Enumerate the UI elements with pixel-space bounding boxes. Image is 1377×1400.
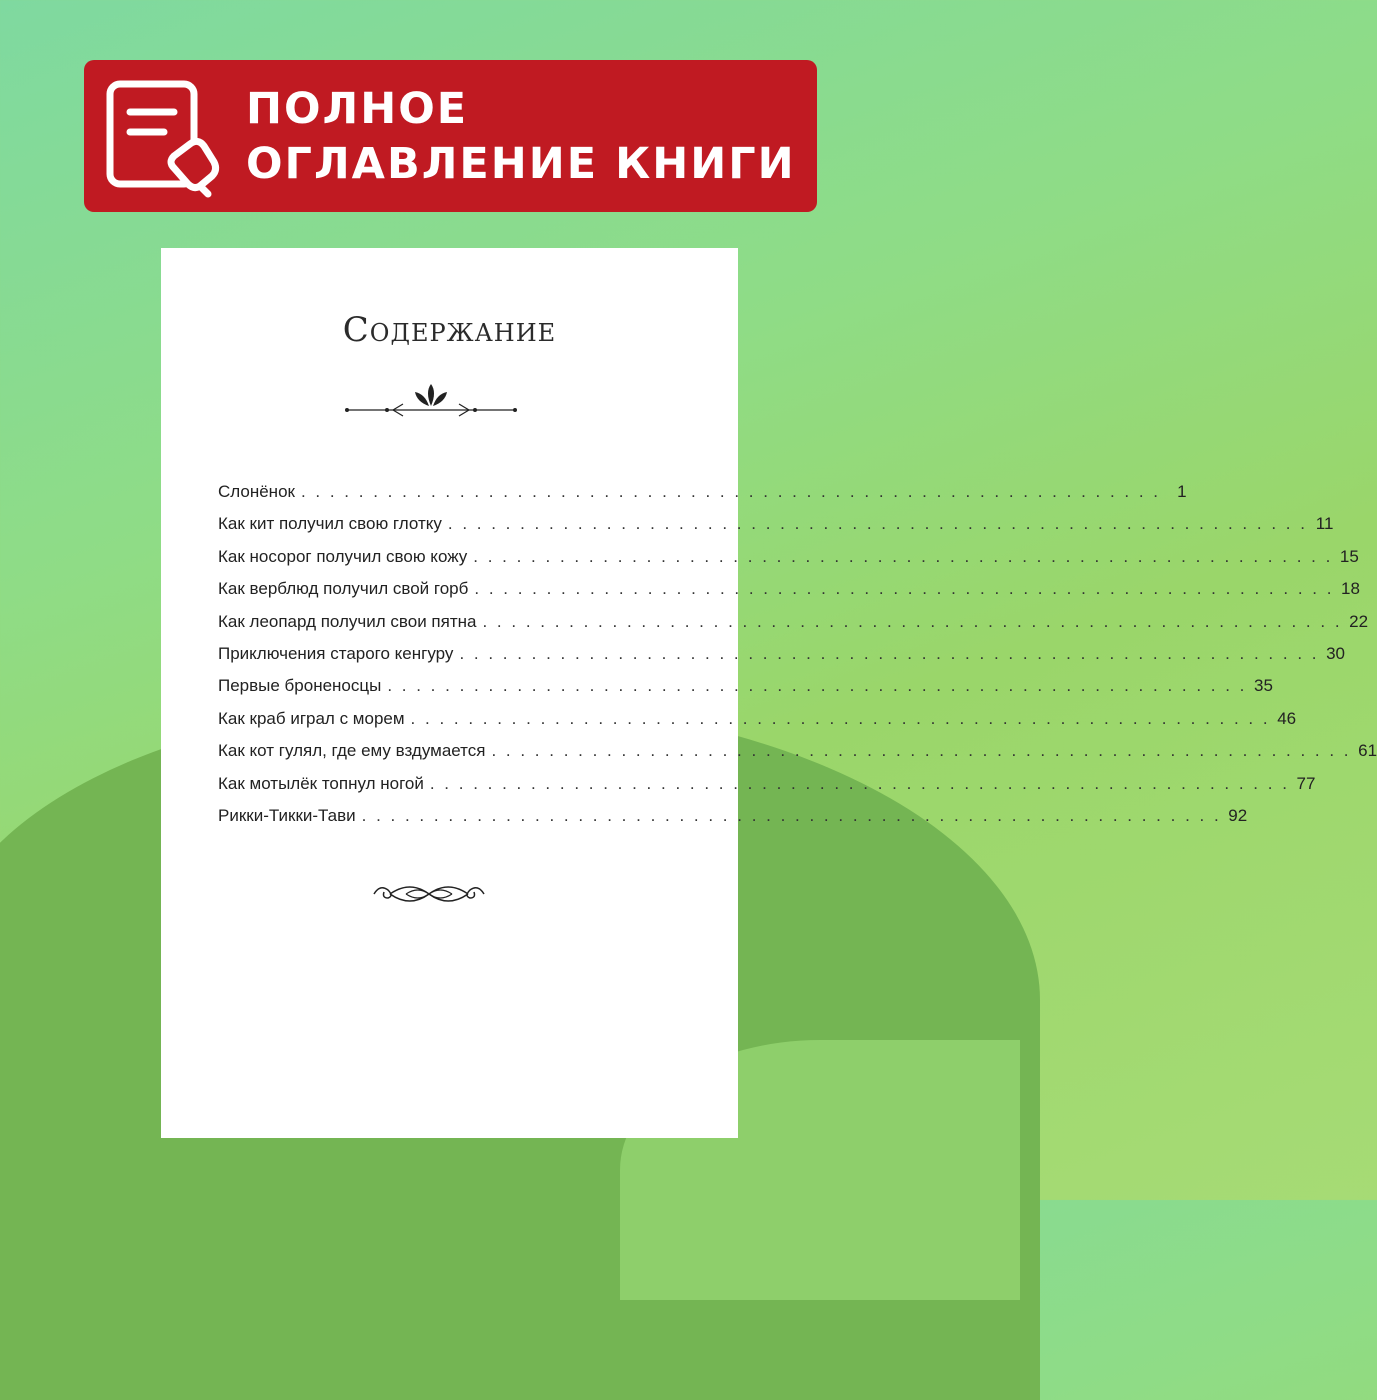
toc-entry-title: Как леопард получил свои пятна [218,611,477,631]
toc-leader-dots: . . . . . . . . . . . . . . . . . . . . . . . . . . . . . . . . . . . . . . . . . . . . . . . . . . . . . . . . . . . . [429,773,1290,793]
toc-entry-page: 18 [1341,579,1360,599]
toc-leader-dots: . . . . . . . . . . . . . . . . . . . . . . . . . . . . . . . . . . . . . . . . . . . . . . . . . . . . . . . . . . . . [482,611,1343,631]
banner-line-2: ОГЛАВЛЕНИЕ КНИГИ [246,139,796,189]
toc-entry-page: 46 [1277,708,1297,728]
toc-entry [218,514,1334,546]
toc-entry [218,741,1377,773]
toc-entry-page: 22 [1349,611,1369,631]
toc-entry [218,482,1187,514]
toc-entry [218,643,1345,676]
toc-entry-title: Первые броненосцы [218,676,382,696]
decorative-flourish-icon [366,874,492,914]
toc-entry-page: 11 [1315,514,1334,534]
toc-leader-dots: . . . . . . . . . . . . . . . . . . . . . . . . . . . . . . . . . . . . . . . . . . . . . . . . . . . . . . . . . . . . [300,482,1161,501]
toc-entry-title: Слонёнок [218,482,295,501]
toc-leader-dots: . . . . . . . . . . . . . . . . . . . . . . . . . . . . . . . . . . . . . . . . . . . . . . . . . . . . . . . . . . . . [491,741,1352,761]
toc-entry-page: 15 [1339,546,1359,566]
toc-entry-page: 35 [1253,676,1273,696]
document-hand-icon [104,78,222,196]
toc-entry-title: Как кот гулял, где ему вздумается [218,741,486,761]
toc-leader-dots: . . . . . . . . . . . . . . . . . . . . . . . . . . . . . . . . . . . . . . . . . . . . . . . . . . . . . . . . . . . . [387,676,1247,696]
toc-entry [218,676,1273,708]
toc-entry-title: Как краб играл с морем [218,708,405,728]
toc-entry-title: Как кит получил свою глотку [218,514,442,534]
toc-entry [218,579,1360,611]
toc-entry-title: Как мотылёк топнул ногой [218,773,424,793]
toc-leader-dots: . . . . . . . . . . . . . . . . . . . . . . . . . . . . . . . . . . . . . . . . . . . . . . . . . . . . . . . . . . . . [474,579,1334,599]
toc-leader-dots: . . . . . . . . . . . . . . . . . . . . . . . . . . . . . . . . . . . . . . . . . . . . . . . . . . . . . . . . . . . . [361,805,1222,825]
toc-leader-dots: . . . . . . . . . . . . . . . . . . . . . . . . . . . . . . . . . . . . . . . . . . . . . . . . . . . . . . . . . . . . [410,708,1271,728]
toc-entry-title: Как носорог получил свою кожу [218,546,468,566]
page-title: Содержание [342,310,557,350]
table-of-contents [218,482,1377,838]
toc-entry-page: 61 [1358,741,1377,761]
toc-entry [218,708,1297,741]
promo-banner [84,60,817,212]
toc-leader-dots: . . . . . . . . . . . . . . . . . . . . . . . . . . . . . . . . . . . . . . . . . . . . . . . . . . . . . . . . . . . . [447,514,1308,534]
toc-entry-page: 77 [1296,773,1316,793]
toc-entry-title: Рикки-Тикки-Тави [218,805,356,825]
toc-entry [218,805,1248,838]
book-page [161,248,1377,1138]
toc-entry-page: 30 [1326,643,1345,663]
toc-entry [218,546,1359,579]
flourish-divider-icon [341,380,521,420]
banner-line-1: ПОЛНОЕ [246,84,469,134]
toc-entry-title: Приключения старого кенгуру [218,643,454,663]
toc-leader-dots: . . . . . . . . . . . . . . . . . . . . . . . . . . . . . . . . . . . . . . . . . . . . . . . . . . . . . . . . . . . . [473,546,1333,566]
toc-entry-page: 92 [1228,805,1248,825]
toc-entry [218,773,1316,806]
toc-entry-page: 1 [1177,482,1187,501]
banner-title [246,82,796,192]
toc-entry-title: Как верблюд получил свой горб [218,579,469,599]
toc-entry [218,611,1369,644]
toc-leader-dots: . . . . . . . . . . . . . . . . . . . . . . . . . . . . . . . . . . . . . . . . . . . . . . . . . . . . . . . . . . . . [459,643,1319,663]
